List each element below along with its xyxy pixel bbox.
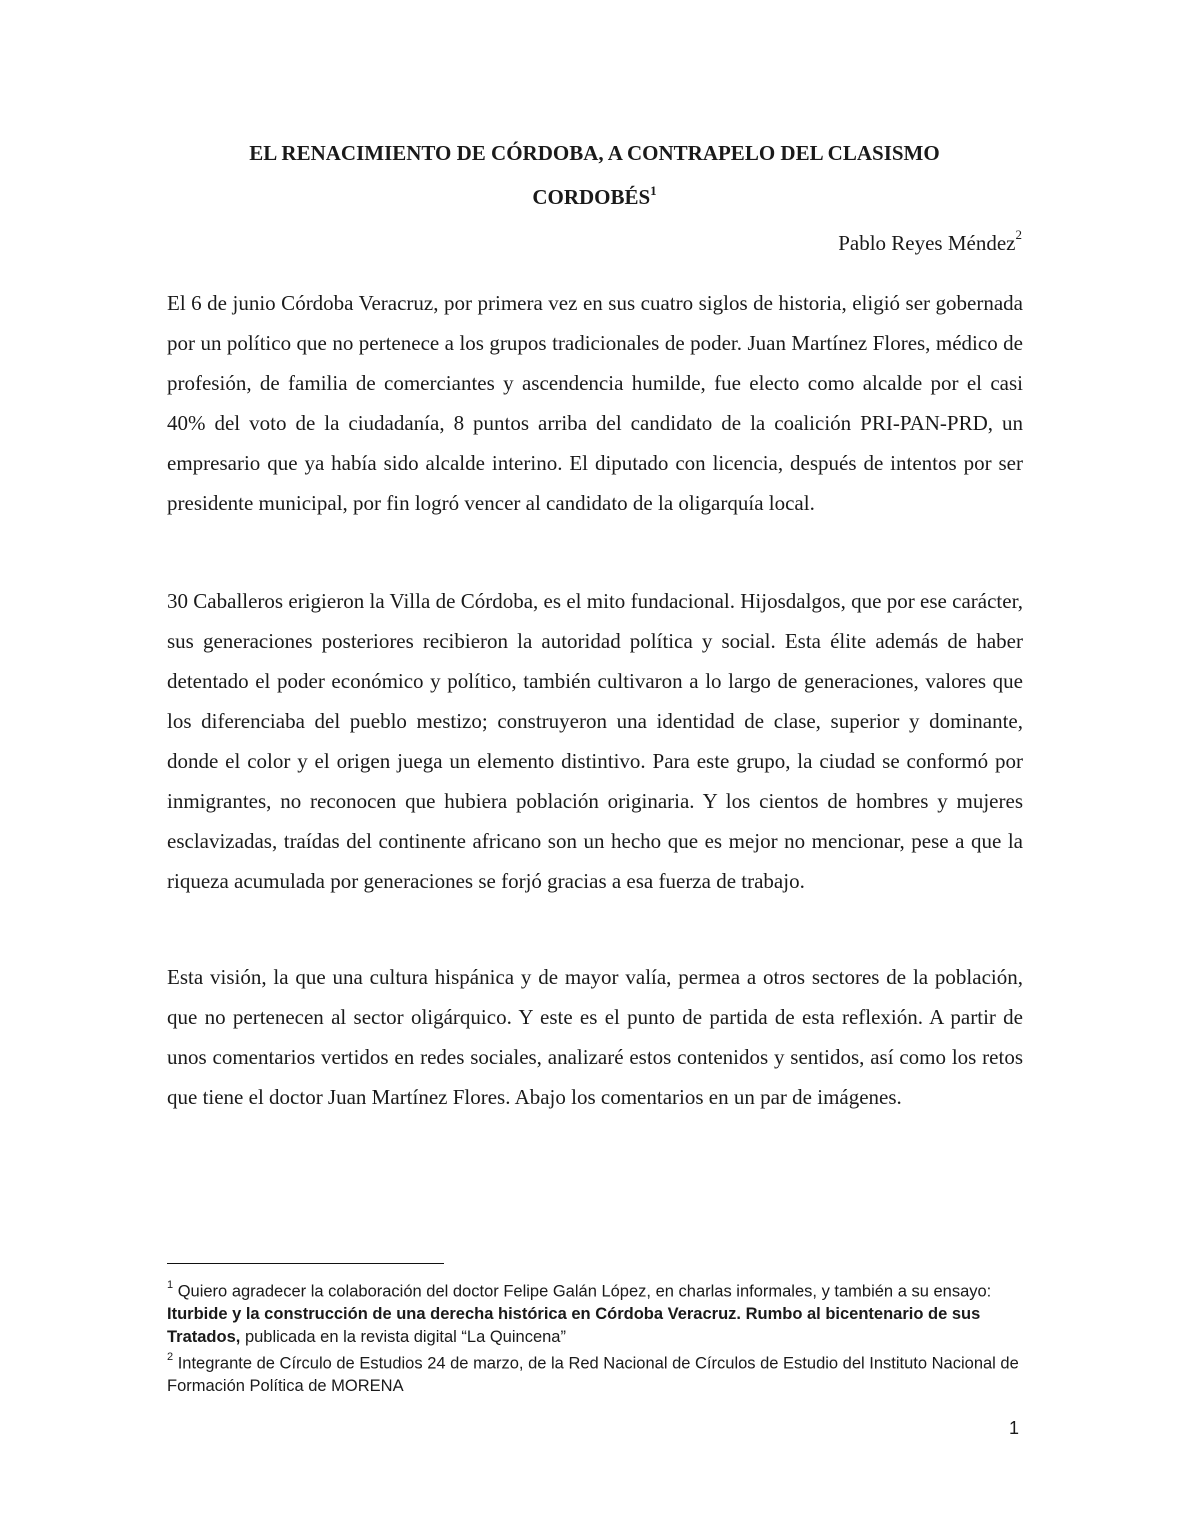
footnote-text: publicada en la revista digital “La Quincena” xyxy=(240,1327,566,1346)
page-number: 1 xyxy=(1009,1418,1020,1438)
footnote-ref-2[interactable]: 2 xyxy=(1015,227,1022,242)
document-title xyxy=(167,131,1022,219)
author-text: Pablo Reyes Méndez xyxy=(838,231,1016,255)
footnote-separator xyxy=(167,1263,444,1264)
title-line-2 xyxy=(167,175,1022,219)
footnote-mark: 2 xyxy=(167,1351,174,1363)
footnote-2 xyxy=(167,1348,1027,1398)
footnote-text: Integrante de Círculo de Estudios 24 de marzo, de la Red Nacional de Círculos de Estudio del Instituto Nacional de Formación Política de MORENA xyxy=(167,1354,1019,1395)
footnote-essay-title: Iturbide y la construcción de una derecha histórica en Córdoba Veracruz. Rumbo al bicentenario de sus Tratados, xyxy=(167,1305,981,1346)
author-name xyxy=(838,227,1022,256)
footnote-1 xyxy=(167,1276,1027,1348)
footnote-mark: 1 xyxy=(167,1279,174,1291)
footnote-ref-1[interactable]: 1 xyxy=(650,183,657,198)
footnote-text: Quiero agradecer la colaboración del doctor Felipe Galán López, en charlas informales, y también a su ensayo: xyxy=(173,1282,992,1301)
body-paragraph: 30 Caballeros erigieron la Villa de Córdoba, es el mito fundacional. Hijosdalgos, que por ese carácter, sus generaciones posteriores recibieron la autoridad política y social. Esta élite además de haber detentado el poder económico y político, también cultivaron a lo largo de generaciones, valores que los diferenciaba del pueblo mestizo; construyeron una identidad de clase, superior y dominante, donde el color y el origen juega un elemento distintivo. Para este grupo, la ciudad se conformó por inmigrantes, no reconocen que hubiera población originaria. Y los cientos de hombres y mujeres esclavizadas, traídas del continente africano son un hecho que es mejor no mencionar, pese a que la riqueza acumulada por generaciones se forjó gracias a esa fuerza de trabajo. xyxy=(167,589,1023,893)
title-line-1: EL RENACIMIENTO DE CÓRDOBA, A CONTRAPELO DEL CLASISMO xyxy=(249,141,940,165)
title-line-2-text: CORDOBÉS xyxy=(532,185,651,209)
body-paragraph: Esta visión, la que una cultura hispánica y de mayor valía, permea a otros sectores de la población, que no pertenecen al sector oligárquico. Y este es el punto de partida de esta reflexión. A partir de unos comentarios vertidos en redes sociales, analizaré estos contenidos y sentidos, así como los retos que tiene el doctor Juan Martínez Flores. Abajo los comentarios en un par de imágenes. xyxy=(167,965,1023,1109)
body-paragraph: El 6 de junio Córdoba Veracruz, por primera vez en sus cuatro siglos de historia, eligió ser gobernada por un político que no pertenece a los grupos tradicionales de poder. Juan Martínez Flores, médico de profesión, de familia de comerciantes y ascendencia humilde, fue electo como alcalde por el casi 40% del voto de la ciudadanía, 8 puntos arriba del candidato de la coalición PRI-PAN-PRD, un empresario que ya había sido alcalde interino. El diputado con licencia, después de intentos por ser presidente municipal, por fin logró vencer al candidato de la oligarquía local. xyxy=(167,291,1023,515)
